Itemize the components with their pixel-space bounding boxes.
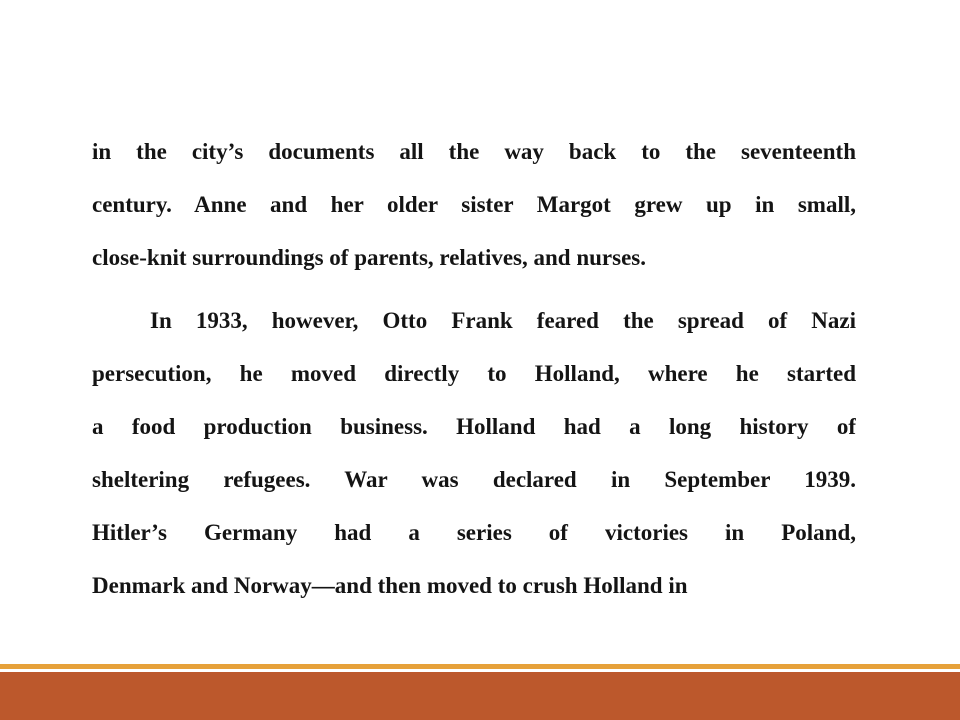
text-line: Denmark and Norway—and then moved to crush Holland in <box>92 573 688 598</box>
footer-band <box>0 672 960 720</box>
text-line: close-knit surroundings of parents, relatives, and nurses. <box>92 245 646 270</box>
paragraph-spacer <box>92 284 856 294</box>
footer-accent-stripe <box>0 664 960 669</box>
text-line: a food production business. Holland had a long history of <box>92 414 856 439</box>
text-line: century. Anne and her older sister Margot grew up in small, <box>92 192 856 217</box>
paragraph-1 <box>92 125 856 284</box>
text-line: persecution, he moved directly to Holland, where he started <box>92 361 856 386</box>
text-line: In 1933, however, Otto Frank feared the spread of Nazi <box>150 308 856 333</box>
text-line: Hitler’s Germany had a series of victories in Poland, <box>92 520 856 545</box>
body-text <box>92 125 856 612</box>
paragraph-2 <box>92 294 856 612</box>
text-line: in the city’s documents all the way back to the seventeenth <box>92 139 856 164</box>
text-line: sheltering refugees. War was declared in September 1939. <box>92 467 856 492</box>
